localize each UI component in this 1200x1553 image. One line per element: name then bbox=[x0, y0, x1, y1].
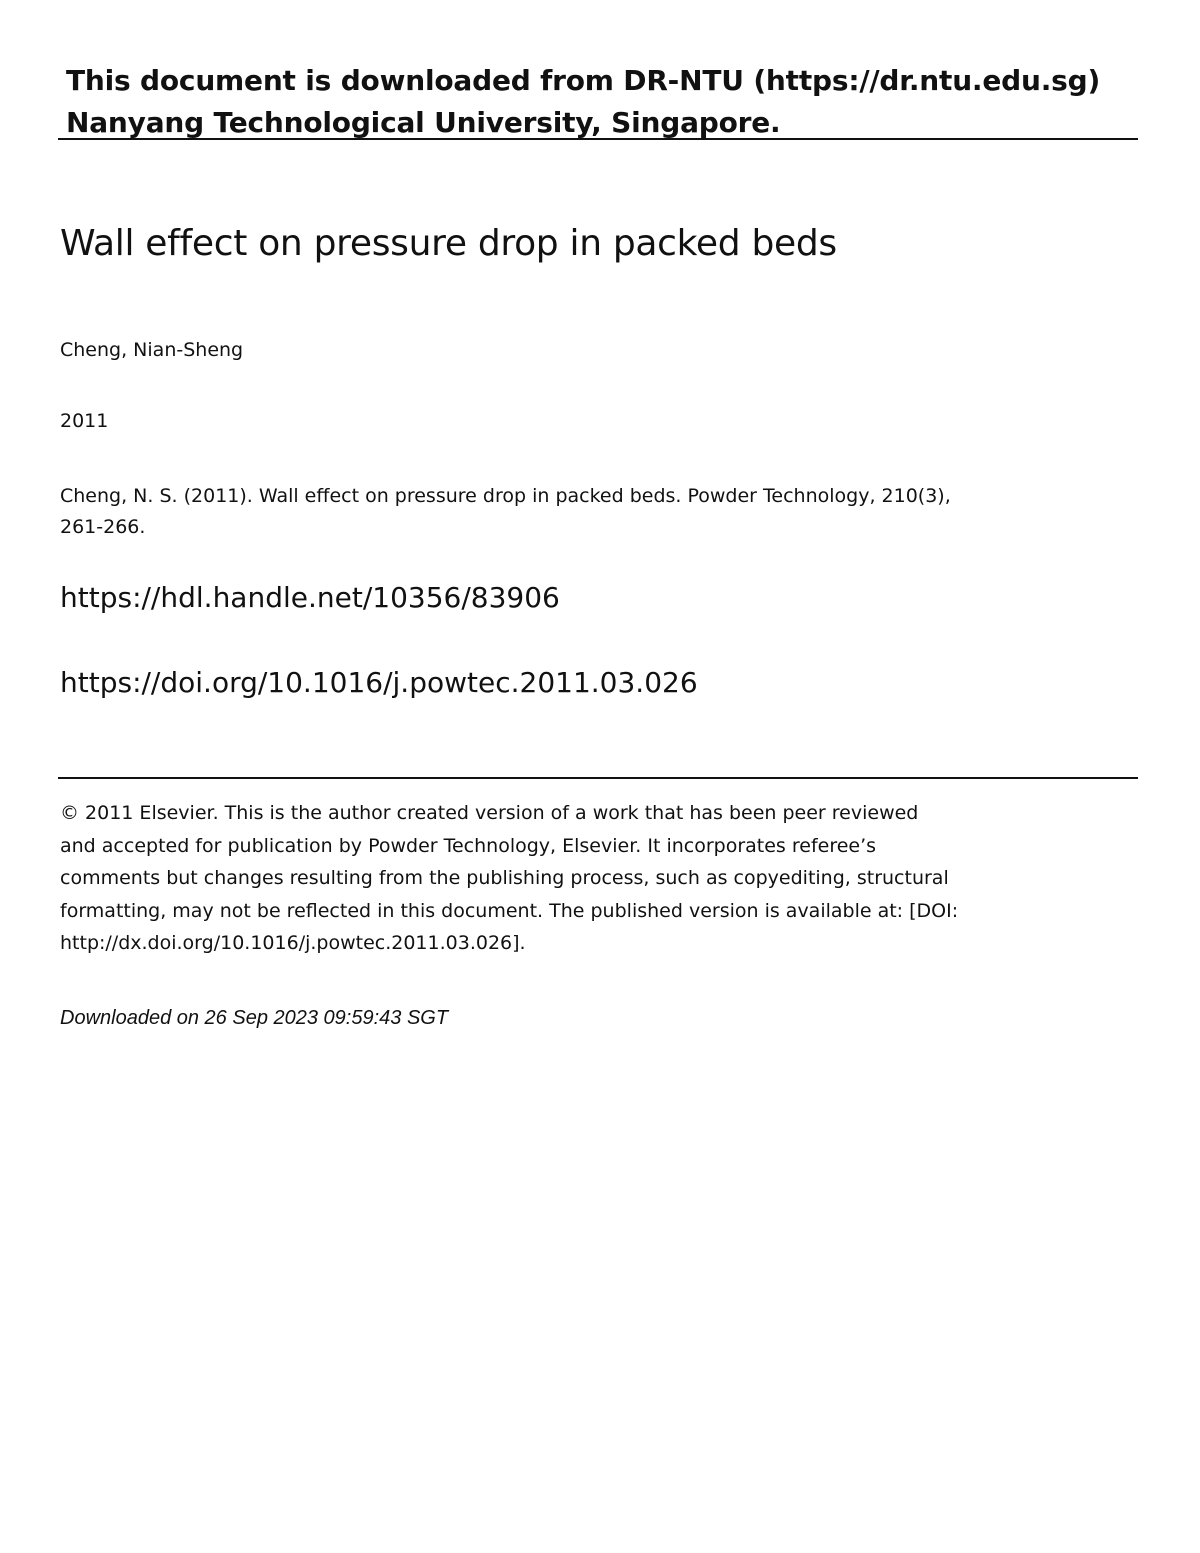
document-title: Wall effect on pressure drop in packed beds bbox=[60, 223, 837, 264]
header-line-institution: Nanyang Technological University, Singapore. bbox=[66, 106, 781, 139]
document-year: 2011 bbox=[60, 410, 109, 432]
download-timestamp: Downloaded on 26 Sep 2023 09:59:43 SGT bbox=[60, 1007, 449, 1029]
header-line-source: This document is downloaded from DR-NTU (https://dr.ntu.edu.sg) bbox=[66, 64, 1101, 97]
document-citation: Cheng, N. S. (2011). Wall effect on pressure drop in packed beds. Powder Technology, 210(3), 261-266. bbox=[60, 485, 951, 538]
copyright-notice: © 2011 Elsevier. This is the author created version of a work that has been peer reviewed and accepted for publication by Powder Technology, Elsevier. It incorporates referee’s comments but changes resulting from the publishing process, such as copyediting, structural formatting, may not be reflected in this document. The published version is available at: [DOI: http://dx.doi.org/10.1016/j.powtec.2011.03.026]. bbox=[60, 802, 959, 955]
doi-link[interactable]: https://doi.org/10.1016/j.powtec.2011.03.026 bbox=[60, 666, 698, 699]
section-divider bbox=[58, 777, 1138, 779]
repository-header bbox=[66, 60, 1126, 144]
header-divider bbox=[58, 138, 1138, 140]
handle-link[interactable]: https://hdl.handle.net/10356/83906 bbox=[60, 581, 560, 614]
document-author: Cheng, Nian-Sheng bbox=[60, 339, 244, 361]
